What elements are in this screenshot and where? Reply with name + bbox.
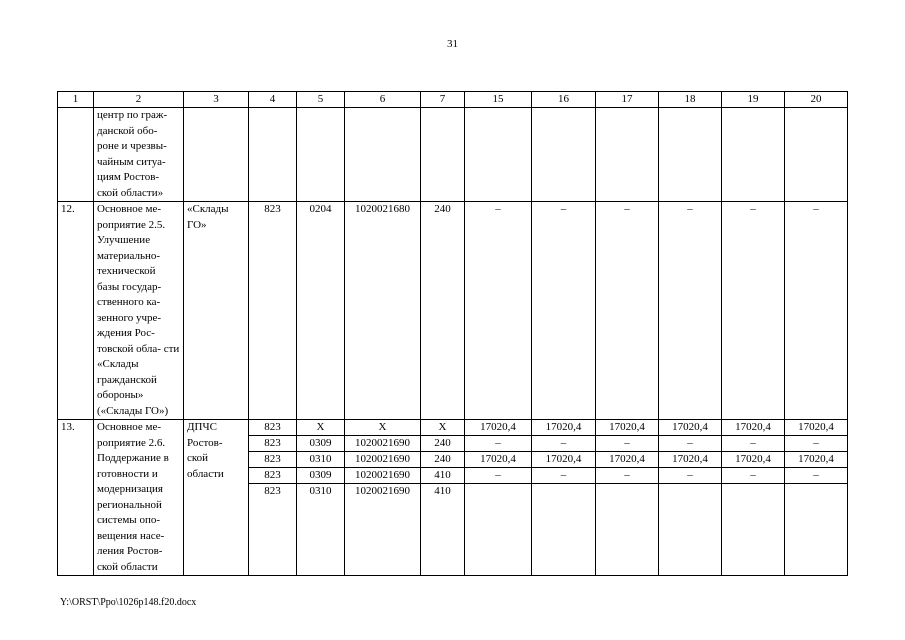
value-cell: 823 (264, 203, 281, 215)
value-column-cell (249, 202, 297, 420)
value-cell: 1020021680 (355, 203, 410, 215)
value-cell: – (785, 436, 847, 452)
value-column-cell (297, 108, 345, 202)
sub-rows (596, 420, 658, 499)
budget-table (57, 91, 848, 576)
value-column-cell (722, 420, 785, 576)
sub-rows (785, 420, 847, 499)
column-header: 6 (345, 92, 421, 108)
value-column-cell (465, 420, 532, 576)
sub-rows (297, 202, 344, 217)
value-column-cell (596, 420, 659, 576)
value-cell: 0309 (297, 468, 344, 484)
value-cell (532, 484, 595, 500)
value-cell: – (785, 468, 847, 484)
value-cell: 1020021690 (345, 468, 420, 484)
value-column-cell (249, 420, 297, 576)
value-cell: – (750, 203, 756, 215)
value-cell: – (596, 436, 658, 452)
value-cell: 17020,4 (659, 452, 721, 468)
column-header: 4 (249, 92, 297, 108)
value-cell: Х (297, 420, 344, 436)
column-header: 15 (465, 92, 532, 108)
column-header: 5 (297, 92, 345, 108)
value-cell: – (495, 203, 501, 215)
value-column-cell (659, 420, 722, 576)
value-cell: 240 (434, 203, 451, 215)
value-column-cell (785, 202, 848, 420)
sub-rows (465, 202, 531, 217)
value-cell: – (624, 203, 630, 215)
row-number (58, 108, 94, 202)
value-cell: – (722, 436, 784, 452)
column-header: 7 (421, 92, 465, 108)
value-column-cell (345, 202, 421, 420)
value-cell: 17020,4 (785, 420, 847, 436)
value-cell: 240 (421, 436, 464, 452)
value-cell: – (813, 203, 819, 215)
value-cell: 240 (421, 452, 464, 468)
value-column-cell (421, 108, 465, 202)
sub-rows (785, 202, 847, 217)
value-cell: 410 (434, 485, 451, 497)
table-row (58, 202, 848, 420)
value-column-cell (465, 202, 532, 420)
sub-rows (596, 202, 658, 217)
value-cell: – (532, 468, 595, 484)
value-cell: 17020,4 (659, 420, 721, 436)
value-column-cell (659, 108, 722, 202)
value-cell: – (465, 436, 531, 452)
value-cell: 17020,4 (785, 452, 847, 468)
sub-rows (659, 202, 721, 217)
sub-rows (722, 202, 784, 217)
header-row (58, 92, 848, 108)
value-cell: 410 (421, 468, 464, 484)
value-cell: 17020,4 (596, 452, 658, 468)
value-column-cell (596, 202, 659, 420)
sub-rows (659, 420, 721, 499)
sub-rows (345, 420, 420, 499)
value-cell: 17020,4 (465, 452, 531, 468)
sub-rows (532, 420, 595, 499)
value-cell: 0310 (297, 452, 344, 468)
value-column-cell (722, 108, 785, 202)
value-column-cell (785, 420, 848, 576)
sub-rows (421, 420, 464, 499)
value-cell: Х (345, 420, 420, 436)
row-number: 12. (58, 202, 94, 420)
row-number: 13. (58, 420, 94, 576)
value-cell: – (659, 436, 721, 452)
column-header: 19 (722, 92, 785, 108)
value-cell: 17020,4 (722, 452, 784, 468)
sub-rows (421, 202, 464, 217)
value-cell: 1020021690 (355, 485, 410, 497)
value-cell: 17020,4 (532, 420, 595, 436)
sub-rows (532, 202, 595, 217)
footer-file-path: Y:\ORST\Ppo\1026p148.f20.docx (60, 597, 197, 608)
activity-name: центр по граж- данской обо- роне и чрезвы- чайным ситуа- циям Ростов- ской области» (94, 108, 184, 202)
value-cell: 823 (249, 436, 296, 452)
value-column-cell (532, 420, 596, 576)
sub-rows (249, 420, 296, 499)
column-header: 16 (532, 92, 596, 108)
value-column-cell (421, 202, 465, 420)
column-header: 20 (785, 92, 848, 108)
column-header: 18 (659, 92, 722, 108)
sub-rows (249, 202, 296, 217)
value-column-cell (785, 108, 848, 202)
value-cell: – (532, 436, 595, 452)
value-cell: 0309 (297, 436, 344, 452)
activity-name: Основное ме- роприятие 2.6. Поддержание в готовности и модернизация региональной системы опо- вещения насе- ления Ростов- ской области (94, 420, 184, 576)
value-column-cell (345, 420, 421, 576)
value-column-cell (297, 202, 345, 420)
value-cell: 823 (249, 420, 296, 436)
column-header: 3 (184, 92, 249, 108)
value-cell: 1020021690 (345, 452, 420, 468)
value-cell: 823 (249, 452, 296, 468)
value-cell (596, 484, 658, 500)
value-column-cell (297, 420, 345, 576)
value-cell (722, 484, 784, 500)
column-header: 1 (58, 92, 94, 108)
value-column-cell (722, 202, 785, 420)
value-column-cell (532, 108, 596, 202)
value-cell (785, 484, 847, 500)
sub-rows (297, 420, 344, 499)
value-cell (465, 484, 531, 500)
value-cell: – (687, 203, 693, 215)
sub-rows (722, 420, 784, 499)
value-cell: – (722, 468, 784, 484)
value-cell: 1020021690 (345, 436, 420, 452)
value-column-cell (465, 108, 532, 202)
column-header: 2 (94, 92, 184, 108)
value-cell: – (560, 203, 567, 215)
executor: «Склады ГО» (184, 202, 249, 420)
value-cell: 17020,4 (532, 452, 595, 468)
value-column-cell (249, 108, 297, 202)
page-number: 31 (447, 38, 458, 50)
table-row (58, 108, 848, 202)
executor (184, 108, 249, 202)
value-column-cell (421, 420, 465, 576)
value-cell: – (659, 468, 721, 484)
value-cell: Х (421, 420, 464, 436)
value-cell (659, 484, 721, 500)
value-cell: 0204 (309, 203, 332, 215)
value-cell: 823 (249, 468, 296, 484)
value-cell: 823 (264, 485, 281, 497)
activity-name: Основное ме- роприятие 2.5. Улучшение материально- технической базы государ- ственного ка- зенного учре- ждения Рос- товской обла- сти «Склады гражданской обороны» («Склады ГО») (94, 202, 184, 420)
value-cell: 17020,4 (596, 420, 658, 436)
value-cell: 17020,4 (722, 420, 784, 436)
column-header: 17 (596, 92, 659, 108)
value-column-cell (532, 202, 596, 420)
value-column-cell (596, 108, 659, 202)
value-cell: – (465, 468, 531, 484)
sub-rows (345, 202, 420, 217)
sub-rows (465, 420, 531, 499)
value-cell: 17020,4 (465, 420, 531, 436)
value-column-cell (345, 108, 421, 202)
table-row (58, 420, 848, 576)
value-cell: 0310 (309, 485, 332, 497)
executor: ДПЧС Ростов- ской области (184, 420, 249, 576)
value-cell: – (596, 468, 658, 484)
value-column-cell (659, 202, 722, 420)
